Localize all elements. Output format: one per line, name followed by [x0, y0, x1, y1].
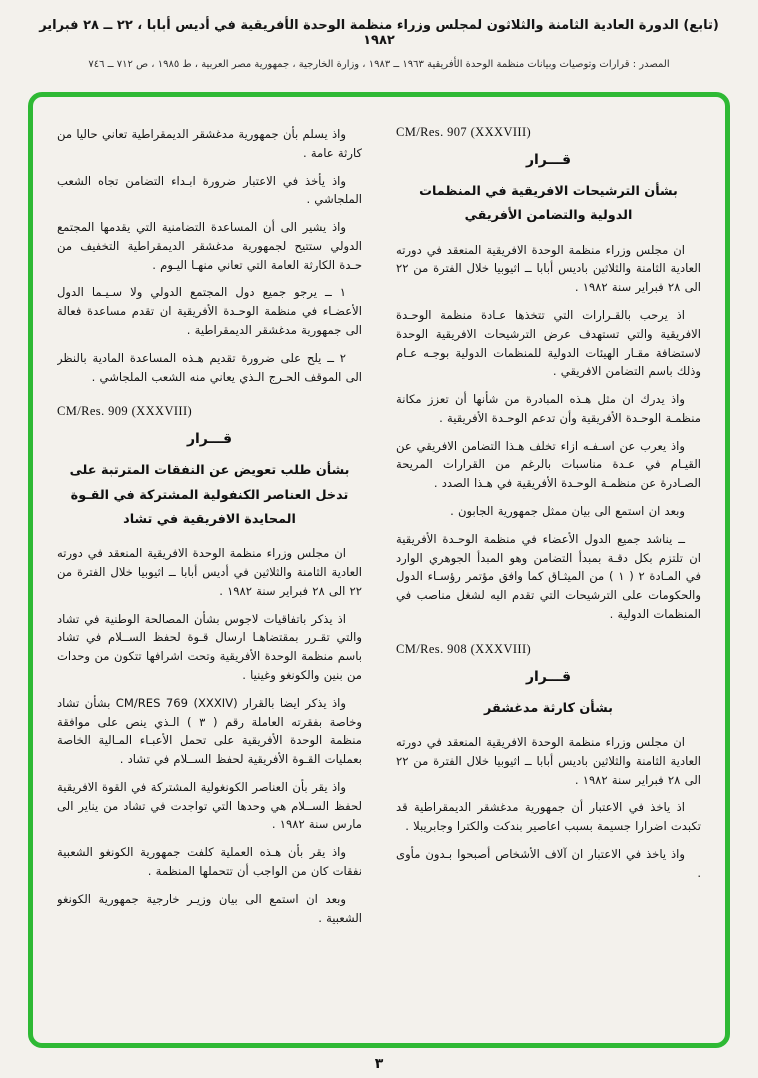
- paragraph: اذ ياخذ في الاعتبار أن جمهورية مدغشقر الديمقراطية قد تكبدت اضرارا جسيمة بسبب اعاصير بندكت والكترا وجابريبلا .: [396, 800, 701, 834]
- paragraph: واذ يعرب عن اسـفـه ازاء تخلف هـذا التضامن الافريقي عن القيـام في عـدة مناسبات بالرغم من القرارات المريحة الصـادرة عن منظمـة الوحـدة الأفريقية في هـذا الصدد .: [396, 438, 701, 491]
- page-header: [30, 18, 728, 70]
- paragraph: ١ ــ يرجو جميع دول المجتمع الدولي ولا سـيـما الدول الأعضـاء في منظمة الوحـدة الأفريقية ان تقدم مساعدة فعالة الى جمهورية مدغشقر الديمقراطية .: [57, 285, 362, 338]
- resolution-subject-909: بشأن طلب تعويض عن النفقات المترتبة على تدخل العناصر الكنفولية المشتركة في القـوة المحايدة الافريقية في تشاد: [69, 463, 350, 527]
- paragraph: ان مجلس وزراء منظمة الوحدة الافريقية المنعقد في دورته العادية الثامنة والثلاثين في أديس أبابا ــ اثيوبيا خلال الفترة من ٢٢ الى ٢٨ فبراير سنة ١٩٨٢ .: [57, 546, 362, 598]
- paragraph: واذ يقر بأن هـذه العملية كلفت جمهورية الكونغو الشعبية نفقات كان من الواجب أن تتحملها المنظمة .: [57, 845, 362, 879]
- paragraph: واذ ياخذ في الاعتبار ان آلاف الأشخاص أصبحوا بـدون مأوى .: [396, 846, 701, 880]
- paragraph: واذ يدرك ان مثل هـذه المبادرة من شأنها أن تعزز مكانة منظمـة الوحـدة الأفريقية وأن تدعم الوحـدة الأفريقية .: [396, 392, 701, 425]
- paragraph: ٢ ــ يلح على ضرورة تقديم هـذه المساعدة المادية بالنظر الى الموقف الحـرج الـذي يعاني منه الشعب الملجاشي .: [57, 350, 362, 384]
- paragraph: واذ يشير الى أن المساعدة التضامنية التي يقدمها المجتمع الدولي ستتيح لجمهورية مدغشقر الديمقراطية التخفيف من حـدة الكارثة العامة التي تعاني منهـا اليـوم .: [57, 220, 362, 272]
- paragraph: واذ يذكر ايضا بالقرار CM/RES 769 (XXXIV) بشأن تشاد وخاصة بفقرته العاملة رقم ( ٣ ) الـذي ينص على موافقة منظمة الوحدة الأفريقية على تحمل الأعبـاء المـالية الخاصة بعمليات القـوة الأفريقية لحفظ الســلام في تشاد .: [57, 695, 362, 767]
- resolution-subject-908: بشأن كارثة مدغشقر: [484, 700, 613, 716]
- paragraph: اذ يرحب بالقـرارات التي تتخذها عـادة منظمة الوحـدة الافريقية والتي تستهدف عرض الترشيحات الافريقية الوحدة لاستضافة مقـار الهيئات الدولية للمنظمات الدولية بوجـه عـام وذلك باسم التضامن الافريقي .: [396, 307, 701, 379]
- resolution-number-908: CM/Res. 908 (XXXVIII): [396, 641, 532, 656]
- paragraph: واذ يأخذ في الاعتبار ضرورة ابـداء التضامن تجاه الشعب الملجاشي .: [57, 173, 362, 207]
- paragraph: ان مجلس وزراء منظمة الوحدة الافريقية المنعقد في دورته العادية الثامنة والثلاثين باديس أبابا ــ اثيوبيا خلال الفترة من ٢٢ الى ٢٨ فبراير سنة ١٩٨٢ .: [396, 735, 701, 787]
- column-right: [396, 125, 701, 1025]
- resolution-heading-909: قـــرار: [186, 431, 233, 448]
- header-source-note: المصدر : قرارات وتوصيات وبيانات منظمة الوحدة الأفريقية ١٩٦٣ ــ ١٩٨٣ ، وزارة الخارجية ، جمهورية مصر العربية ، ط ١٩٨٥ ، ص ٧١٢ ــ ٧٤٦: [88, 59, 670, 70]
- paragraph: وبعد ان استمع الى بيان ممثل جمهورية الجابون .: [450, 504, 685, 518]
- resolution-number-909: CM/Res. 909 (XXXVIII): [57, 404, 193, 419]
- resolution-heading-907: قـــرار: [525, 152, 572, 168]
- two-column-layout: [57, 125, 701, 1025]
- paragraph: اذ يذكر باتفاقيات لاجوس بشأن المصالحة الوطنية في تشاد والتي تقـرر بمقتضاهـا ارسال قـوة لحفظ الســلام في تشاد باسم منظمة الوحدة الأفريقية وتحت اشرافها تتكون من وحدات من بنين والكونغو وغينيا .: [57, 611, 362, 682]
- paragraph: واذ يسلم بأن جمهورية مدغشقر الديمقراطية تعاني حاليا من كارثة عامة .: [57, 127, 362, 160]
- resolution-heading-908: قـــرار: [525, 668, 572, 685]
- resolution-number-907: CM/Res. 907 (XXXVIII): [396, 125, 532, 139]
- column-left: [57, 125, 362, 1025]
- header-session-title: (تابع) الدورة العادية الثامنة والثلاثون لمجلس وزراء منظمة الوحدة الأفريقية في أديس أبابا ، ٢٢ ــ ٢٨ فبراير ١٩٨٢: [39, 18, 719, 48]
- page-number: ٣: [374, 1056, 384, 1072]
- content-frame: [28, 92, 730, 1048]
- resolution-subject-907: بشأن الترشيحات الافريقية في المنظمات الدولية والتضامن الأفريقي: [419, 184, 678, 224]
- paragraph: وبعد ان استمع الى بيان وزيـر خارجية جمهورية الكونغو الشعبية .: [57, 891, 362, 925]
- paragraph: ــ يناشد جميع الدول الأعضاء في منظمة الوحـدة الأفريقية ان تلتزم بكل دقـة بمبدأ التضامن وهو المبدأ الجوهري الوارد في المـادة ٢ ( ١ ) من الميثـاق كما وافق مؤتمر رؤسـاء الدول والحكومات على الترشيحات التي تقدم اليه لشغل مناصب في المنظمات الدولية .: [396, 531, 701, 621]
- paragraph: ان مجلس وزراء منظمة الوحدة الافريقية المنعقد في دورته العادية الثامنة والثلاثين باديس أبابا ــ اثيوبيا خلال الفترة من ٢٢ الى ٢٨ فبراير سنة ١٩٨٢ .: [396, 242, 701, 295]
- paragraph: واذ يقر بأن العناصر الكونغولية المشتركة في القوة الافريقية لحفظ الســلام هي وحدها التي تواجدت في تشاد من يناير الى مارس سنة ١٩٨٢ .: [57, 779, 362, 832]
